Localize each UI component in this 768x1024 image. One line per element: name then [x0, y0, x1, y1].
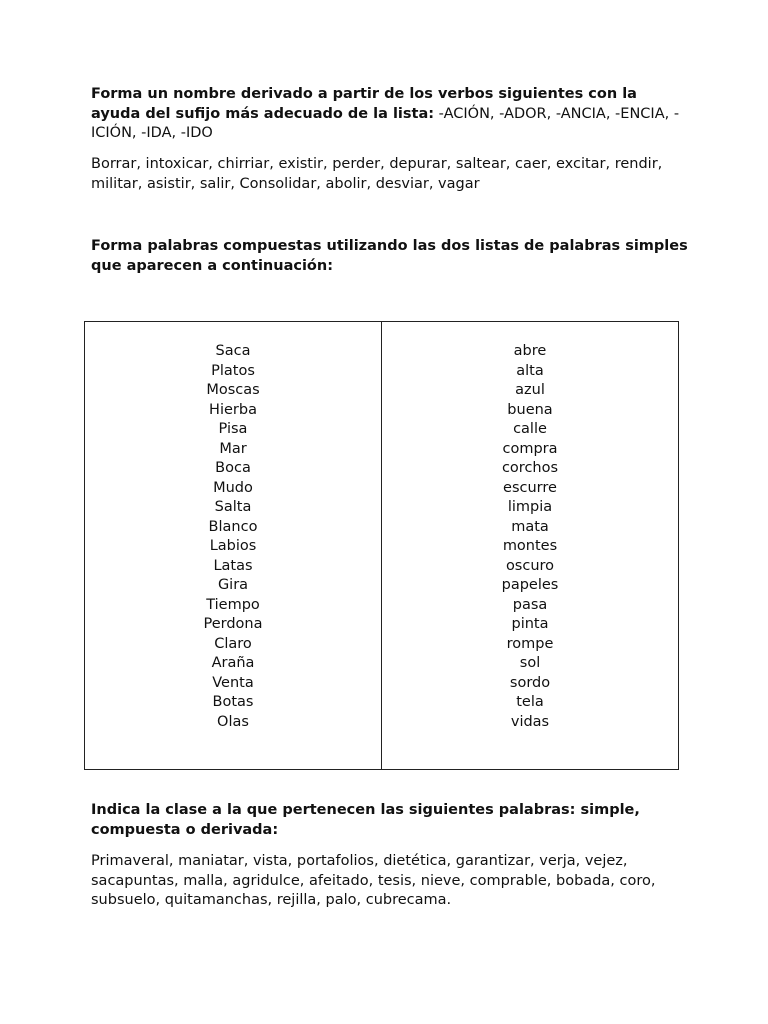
right-word: oscuro — [505, 557, 555, 574]
left-word: Venta — [212, 674, 254, 691]
left-word-column — [85, 322, 382, 769]
right-word: pinta — [511, 616, 549, 632]
left-word: Boca — [215, 460, 251, 476]
left-word: Salta — [214, 499, 252, 515]
right-word: azul — [515, 382, 545, 398]
right-word: calle — [513, 421, 547, 437]
left-word: Platos — [211, 362, 255, 379]
suffix-list: -ACIÓN, -ADOR, -ANCIA, -ENCIA, -ICIÓN, -IDA, -IDO — [91, 105, 680, 141]
right-word: sordo — [509, 674, 551, 691]
left-word: Labios — [209, 538, 257, 554]
left-word: Saca — [215, 343, 251, 359]
right-word: escurre — [503, 479, 557, 496]
left-word: Blanco — [208, 518, 258, 535]
left-word: Botas — [212, 694, 254, 710]
exercise-3-instructions: Indica la clase a la que pertenecen las siguientes palabras: simple, compuesta o derivada: — [91, 802, 640, 838]
left-word: Tiempo — [206, 596, 260, 613]
right-word: pasa — [512, 596, 548, 613]
right-word: sol — [519, 655, 541, 671]
right-word: abre — [513, 343, 547, 359]
right-word: rompe — [506, 635, 554, 652]
exercise-1-instructions — [91, 85, 691, 144]
right-word: mata — [511, 518, 549, 535]
right-word: vidas — [510, 713, 550, 730]
right-word: tela — [516, 694, 544, 710]
right-word: buena — [507, 401, 553, 418]
exercise-2-instructions: Forma palabras compuestas utilizando las dos listas de palabras simples que aparecen a continuación: — [91, 238, 688, 274]
verb-list: Borrar, intoxicar, chirriar, existir, perder, depurar, saltear, caer, excitar, rendir, militar, asistir, salir, Consolidar, abolir, desviar, vagar — [91, 156, 663, 192]
left-word: Araña — [211, 655, 255, 671]
left-word: Claro — [214, 635, 252, 652]
right-word: compra — [502, 440, 558, 457]
right-word: papeles — [501, 577, 559, 593]
compound-words-table — [84, 321, 679, 770]
left-word: Perdona — [203, 616, 263, 632]
right-word-column — [382, 322, 678, 769]
right-word: limpia — [507, 499, 553, 515]
left-word: Mudo — [213, 479, 253, 496]
left-word: Mar — [219, 440, 247, 457]
left-word: Moscas — [206, 382, 260, 398]
word-classification-list: Primaveral, maniatar, vista, portafolios, dietética, garantizar, verja, vejez, sacapuntas, malla, agridulce, afeitado, tesis, nieve, comprable, bobada, coro, subsuelo, quitamanchas, rejilla, palo, cubrecama. — [91, 853, 656, 908]
left-word: Olas — [217, 713, 249, 730]
right-word: montes — [502, 538, 558, 554]
exercise-1-instruction-text: Forma un nombre derivado a partir de los verbos siguientes con la ayuda del sufijo más adecuado de la lista: — [91, 86, 637, 122]
left-word: Pisa — [218, 421, 248, 437]
right-word: corchos — [501, 460, 559, 476]
left-word: Latas — [213, 557, 253, 574]
right-word: alta — [516, 362, 544, 379]
left-word: Gira — [217, 577, 249, 593]
left-word: Hierba — [209, 401, 257, 418]
